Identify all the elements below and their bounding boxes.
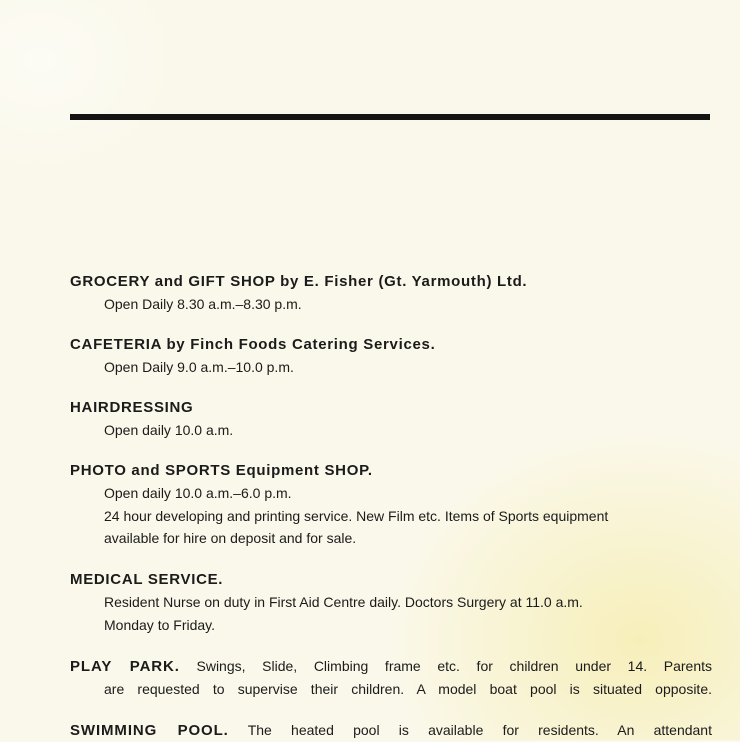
entry-medical-service — [70, 569, 720, 636]
entry-grocery — [70, 271, 720, 316]
entry-photo-sports — [70, 460, 720, 550]
entry-line: Swings, Slide, Climbing frame etc. for children under 14. Parents — [196, 658, 713, 674]
entry-line: available for hire on deposit and for sale. — [104, 530, 357, 546]
entry-line: are requested to supervise their children. A model boat pool is situated opposite. — [104, 681, 712, 697]
entry-play-park — [70, 655, 712, 701]
entry-first-line — [70, 655, 712, 678]
entry-line: Open Daily 8.30 a.m.–8.30 p.m. — [104, 296, 302, 312]
horizontal-rule — [70, 114, 710, 120]
entry-heading: PLAY PARK. — [70, 658, 180, 675]
entry-line: Monday to Friday. — [104, 616, 216, 633]
entry-cafeteria — [70, 334, 720, 379]
entry-heading: MEDICAL SERVICE. — [70, 571, 224, 588]
entry-swimming-pool — [70, 719, 712, 742]
entry-line: The heated pool is available for residents. An attendant — [247, 722, 712, 738]
entry-first-line — [70, 719, 712, 742]
entry-line: Open Daily 9.0 a.m.–10.0 p.m. — [104, 359, 294, 375]
entry-heading: HAIRDRESSING — [70, 399, 194, 416]
entry-heading: PHOTO and SPORTS Equipment SHOP. — [70, 462, 373, 479]
entry-heading: SWIMMING POOL. — [70, 722, 229, 739]
entry-line: 24 hour developing and printing service. New Film etc. Items of Sports equipment — [104, 507, 609, 524]
entry-heading: GROCERY and GIFT SHOP by E. Fisher (Gt. Yarmouth) Ltd. — [70, 273, 528, 290]
entry-line: Open daily 10.0 a.m. — [104, 422, 234, 438]
entry-line: Open daily 10.0 a.m.–6.0 p.m. — [104, 485, 292, 501]
entry-heading: CAFETERIA by Finch Foods Catering Services. — [70, 336, 436, 353]
entry-hairdressing — [70, 397, 720, 442]
entry-line: Resident Nurse on duty in First Aid Centre daily. Doctors Surgery at 11.0 a.m. — [104, 594, 583, 610]
